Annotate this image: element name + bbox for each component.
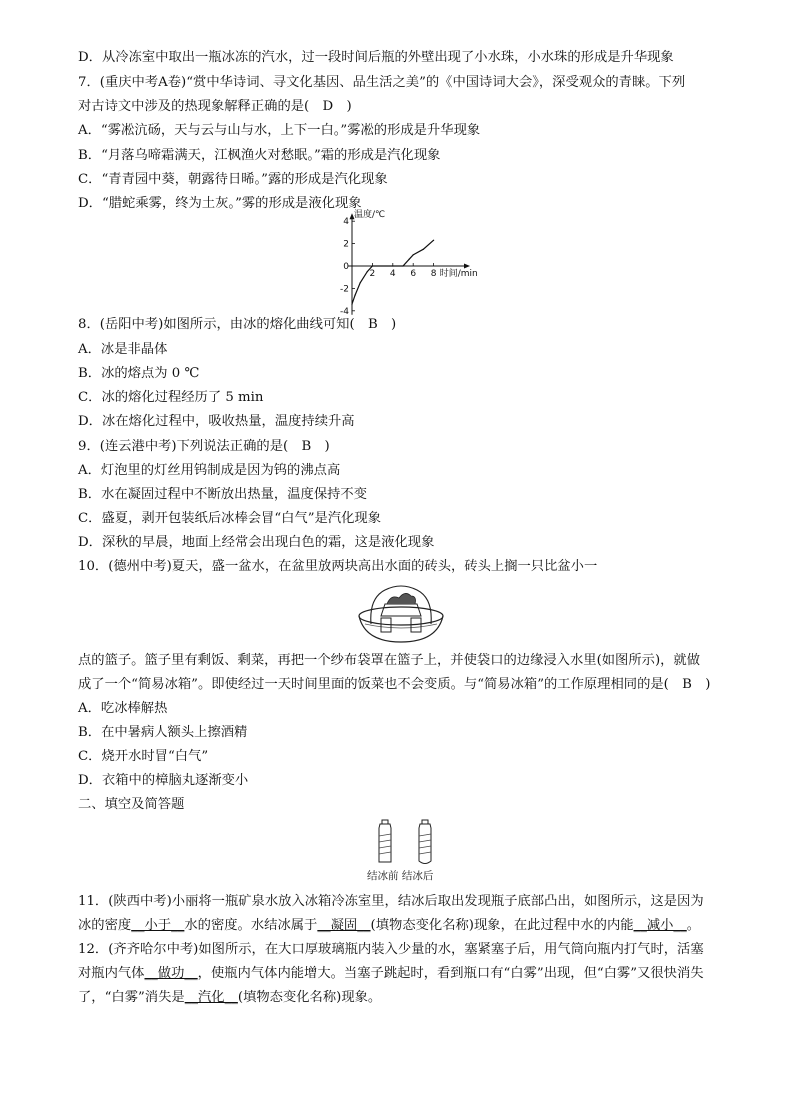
curve-point [409,259,410,260]
q11-text-3: (填物态变化名称)现象，在此过程中水的内能 [370,918,634,933]
q8-option-d: D．冰在熔化过程中，吸收热量，温度持续升高 [78,414,355,429]
bottle-before [379,820,391,862]
q12-stem-line1: 12．(齐齐哈尔中考)如图所示，在大口厚玻璃瓶内装入少量的水，塞紧塞子后，用气筒向瓶内打气时，活塞 [78,942,704,957]
basin-body [359,616,443,642]
q10-stem-line2: 点的篮子。篮子里有剩饭、剩菜，再把一个纱布袋罩在篮子上，并使袋口的边缘浸入水里(如图所示)，就做 [78,653,701,668]
caption-before: 结冰前 [367,870,399,882]
q12-answer-1: __做功__ [144,966,198,981]
curve-point [351,303,352,304]
q11-answer-3: __减小__ [633,918,687,933]
y-tick-label: 4 [343,217,349,228]
q9-stem: 9．(连云港中考)下列说法正确的是( B ) [78,439,330,454]
q11-text-4: 。 [686,918,701,933]
curve-point [372,265,373,266]
q10-option-b: B．在中暑病人额头上擦酒精 [78,725,248,740]
y-axis-label: 温度/℃ [354,210,386,221]
q12-text-2: ，使瓶内气体内能增大。当塞子跳起时，看到瓶口有“白雾”出现，但“白雾”又很快消失 [197,966,704,981]
q8-option-a: A．冰是非晶体 [78,342,168,357]
bottles-figure [368,818,442,868]
curve-point [354,295,355,296]
curve-point [423,249,424,250]
q10-option-d: D．衣箱中的樟脑丸逐渐变小 [78,773,249,788]
q9-option-d: D．深秋的早晨，地面上经常会出现白色的霜，这是液化现象 [78,535,435,550]
q12-text-1: 对瓶内气体 [78,966,145,981]
gauze-bag [371,586,431,624]
y-tick-label: -4 [340,306,349,317]
q7-option-c: C．“青青园中葵，朝露待日晞。”露的形成是汽化现象 [78,172,388,187]
curve-point [367,271,368,272]
q11-stem-line2 [78,916,718,936]
q8-option-b: B．冰的熔点为 0 ℃ [78,366,200,381]
q12-answer-2: __汽化__ [184,990,238,1005]
q8-stem: 8．(岳阳中考)如图所示，由冰的熔化曲线可知( B ) [78,317,397,332]
food-in-basket [387,593,416,604]
curve-point [392,265,393,266]
q11-answer-2: __凝固__ [317,918,371,933]
q7-stem-line1: 7．(重庆中考A卷)“赏中华诗词、寻文化基因、品生活之美”的《中国诗词大会》，深受观众的青睐。下列 [78,75,686,90]
q10-option-c: C．烧开水时冒“白气” [78,749,209,764]
q11-text-2: 水的密度。水结冰属于 [184,918,318,933]
bottle-after [419,820,431,864]
curve-point [433,240,434,241]
bottles-caption [367,868,457,883]
q11-stem-line1: 11．(陕西中考)小丽将一瓶矿泉水放入冰箱冷冻室里，结冰后取出发现瓶子底部凸出，如图所示，这是因为 [78,894,704,909]
q11-answer-1: __小于__ [131,918,185,933]
q6-option-d: D．从冷冻室中取出一瓶冰冻的汽水，过一段时间后瓶的外壁出现了小水珠，小水珠的形成是升华现象 [78,50,674,65]
y-tick-label: 0 [343,262,349,272]
x-axis-label: 时间/min [439,269,478,279]
q12-text-4: (填物态变化名称)现象。 [237,990,382,1005]
q9-option-b: B．水在凝固过程中不断放出热量，温度保持不变 [78,487,368,502]
q7-option-a: A．“雾凇沆砀，天与云与山与水，上下一白。”雾凇的形成是升华现象 [78,123,481,138]
curve-point [413,254,414,255]
q10-stem-line1: 10．(德州中考)夏天，盛一盆水，在盆里放两块高出水面的砖头，砖头上搁一只比盆小一 [78,559,598,574]
q12-stem-line2 [78,964,718,984]
q7-option-d: D．“腊蛇乘雾，终为土灰。”雾的形成是液化现象 [78,196,362,211]
q9-option-c: C．盛夏，剥开包装纸后冰棒会冒“白气”是汽化现象 [78,511,382,526]
x-tick-label: 4 [389,269,396,279]
y-tick-label: -2 [340,284,349,295]
x-tick-label: 8 [430,269,437,279]
q12-text-3: 了，“白雾”消失是 [78,990,185,1005]
q8-option-c: C．冰的熔化过程经历了 5 min [78,390,264,405]
q12-stem-line3 [78,988,718,1008]
q7-stem-line2: 对古诗文中涉及的热现象解释正确的是( D ) [78,99,352,114]
section-heading-fill-in: 二、填空及简答题 [78,797,185,812]
basket [381,604,421,616]
q9-option-a: A．灯泡里的灯丝用钨制成是因为钨的沸点高 [78,463,341,478]
x-tick-label: 6 [410,269,417,279]
curve-point [402,265,403,266]
y-tick-label: 2 [343,239,349,250]
q11-text-1: 冰的密度 [78,918,132,933]
q7-option-b: B．“月落乌啼霜满天，江枫渔火对愁眠。”霜的形成是汽化现象 [78,148,441,163]
simple-icebox-figure [355,580,447,646]
melting-curve-chart [330,210,480,317]
curve-point [360,282,361,283]
q10-option-a: A．吃冰棒解热 [78,701,168,716]
q10-stem-line3: 成了一个“简易冰箱”。即使经过一天时间里面的饭菜也不会变质。与“简易冰箱”的工作原理相同的是( B ) [78,677,711,692]
x-tick-label: 2 [369,269,376,279]
caption-after: 结冰后 [401,870,434,882]
x-axis-arrow [464,264,470,269]
